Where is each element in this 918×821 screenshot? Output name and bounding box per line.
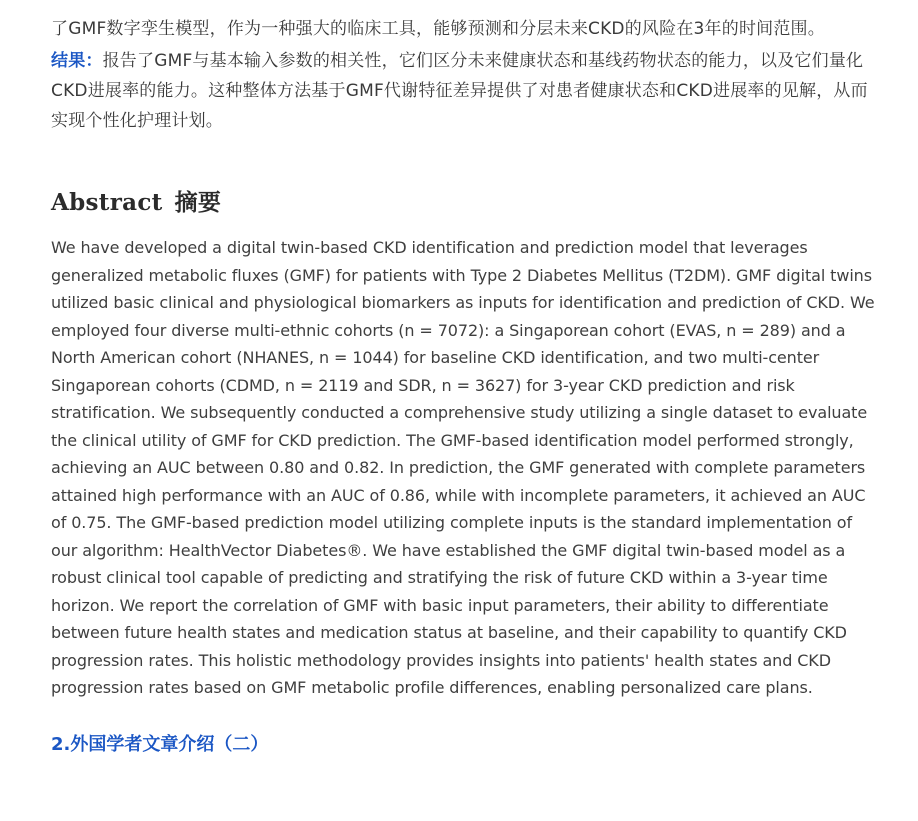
- abstract-title-zh: 摘要: [174, 189, 222, 216]
- abstract-text: We have developed a digital twin-based CKD identification and prediction model that leverages generalized metabolic fluxes (GMF) for patients with Type 2 Diabetes Mellitus (T2DM). GMF digital twins utilized basic clinical and physiological biomarkers as inputs for identification and prediction of CKD. We employed four diverse multi-ethnic cohorts (n = 7072): a Singaporean cohort (EVAS, n = 289) and a North American cohort (NHANES, n = 1044) for baseline CKD identification, and two multi-center Singaporean cohorts (CDMD, n = 2119 and SDR, n = 3627) for 3-year CKD prediction and risk stratification. We subsequently conducted a comprehensive study utilizing a single dataset to evaluate the clinical utility of GMF for CKD prediction. The GMF-based identification model performed strongly, achieving an AUC between 0.80 and 0.82. In prediction, the GMF generated with complete parameters attained high performance with an AUC of 0.86, while with incomplete parameters, it achieved an AUC of 0.75. The GMF-based prediction model utilizing complete inputs is the standard implementation of our algorithm: HealthVector Diabetes®. We have established the GMF digital twin-based model as a robust clinical tool capable of predicting and stratifying the risk of future CKD within a 3-year time horizon. We report the correlation of GMF with basic input parameters, their ability to differentiate between future health states and medication status at baseline, and their capability to quantify CKD progression rates. This holistic methodology provides insights into patients' health states and CKD progression rates based on GMF metabolic profile differences, enabling personalized care plans.: [51, 238, 875, 697]
- abstract-heading: [51, 188, 877, 218]
- results-text: 报告了GMF与基本输入参数的相关性，它们区分未来健康状态和基线药物状态的能力，以及它们量化CKD进展率的能力。这种整体方法基于GMF代谢特征差异提供了对患者健康状态和CKD进展率的见解，从而实现个性化护理计划。: [51, 51, 868, 131]
- section-heading-foreign-scholars: 2.外国学者文章介绍（二）: [51, 733, 269, 755]
- methods-paragraph-tail: 了GMF数字孪生模型，作为一种强大的临床工具，能够预测和分层未来CKD的风险在3年的时间范围。: [51, 19, 825, 39]
- results-paragraph: [51, 46, 877, 136]
- results-label: 结果：: [51, 51, 103, 71]
- article-body: [51, 0, 877, 760]
- abstract-title-en: Abstract: [51, 189, 163, 216]
